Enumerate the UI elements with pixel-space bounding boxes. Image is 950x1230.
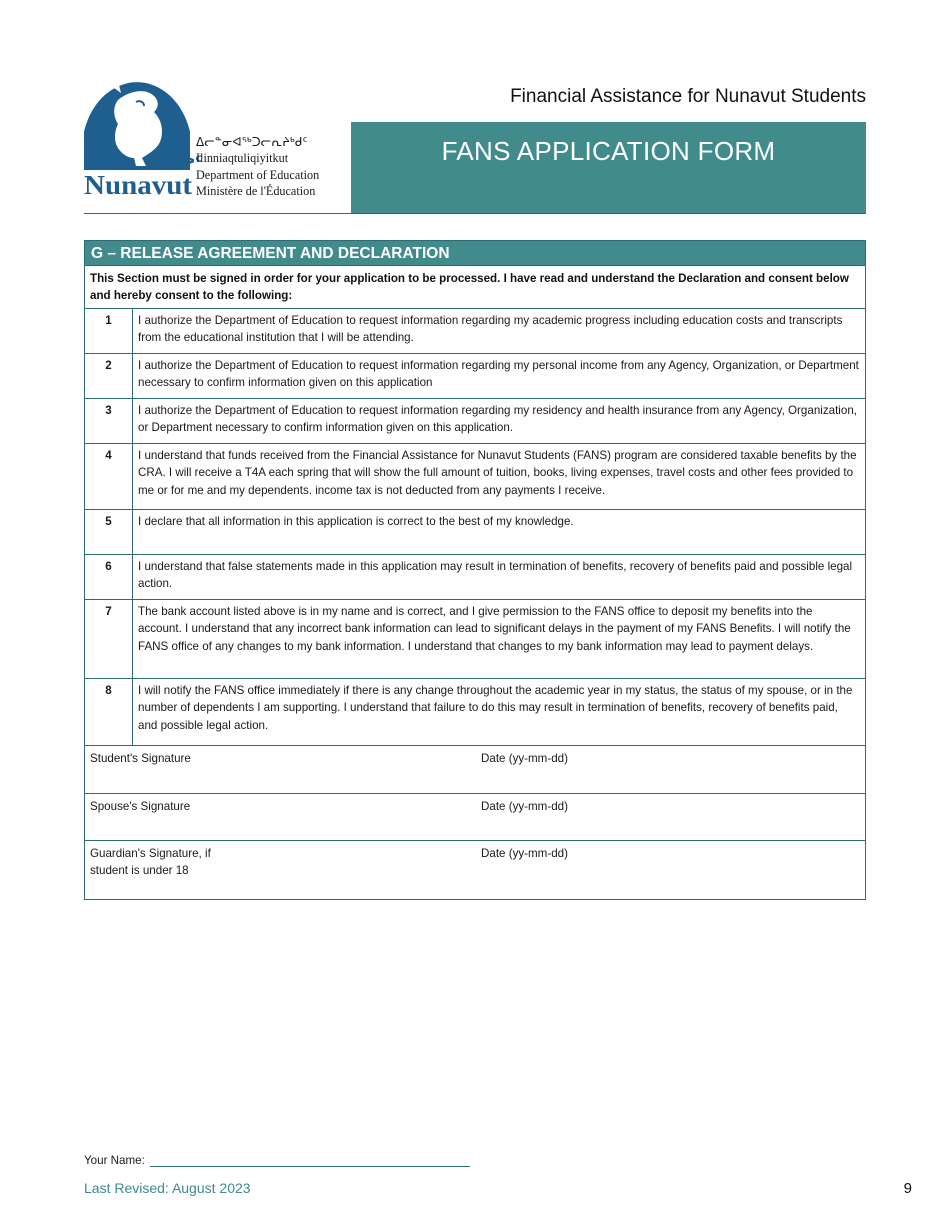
declaration-row — [85, 554, 865, 599]
guardian-signature-field[interactable] — [85, 840, 865, 899]
dept-inuinnaqtun: Ilinniaqtuliqiyitkut — [196, 151, 289, 166]
logo-wordmark: Nunavut — [84, 170, 192, 200]
row-number: 5 — [85, 510, 133, 554]
header-divider — [84, 213, 866, 214]
row-text: I understand that funds received from the Financial Assistance for Nunavut Students (FANS) program are considered taxable benefits by the CRA. I will receive a T4A each spring that will show the full amount of tuition, books, living expenses, travel costs and other fees provided to me or for me and my dependents. income tax is not deducted from any payments I receive. — [138, 449, 857, 497]
section-intro: This Section must be signed in order for your application to be processed. I have read and understand the Declaration and consent below and hereby consent to the following: — [85, 265, 865, 308]
declaration-row — [85, 509, 865, 554]
dept-french: Ministère de l'Éducation — [196, 184, 316, 199]
row-number: 3 — [85, 399, 133, 443]
row-text: I authorize the Department of Education to request information regarding my personal income from any Agency, Organization, or Department necessary to confirm information given on this application — [138, 359, 859, 390]
signature-label: Student's Signature — [90, 752, 191, 765]
form-title: FANS APPLICATION FORM — [441, 136, 776, 166]
row-text: I authorize the Department of Education to request information regarding my academic progress including education costs and transcripts from the educational institution that I will be attending. — [138, 314, 843, 345]
row-number: 2 — [85, 354, 133, 398]
row-text: The bank account listed above is in my name and is correct, and I give permission to the FANS office to deposit my benefits into the account. I understand that any incorrect bank information can lead to significant delays in the payment of my FANS Benefits. I will notify the FANS office of any changes to my bank information. I understand that changes to my bank information may lead to payment delays. — [138, 605, 851, 653]
section-title: G – RELEASE AGREEMENT AND DECLARATION — [85, 241, 865, 265]
row-number: 4 — [85, 444, 133, 509]
declaration-row — [85, 353, 865, 398]
signature-label: Spouse's Signature — [90, 800, 191, 813]
page-number: 9 — [903, 1180, 912, 1197]
student-signature-field[interactable] — [85, 745, 865, 793]
logo-syllabics: ᓄᓇᕗᑦ — [156, 154, 202, 170]
your-name-line[interactable] — [150, 1166, 470, 1167]
declaration-row — [85, 308, 865, 353]
dept-english: Department of Education — [196, 167, 320, 182]
declaration-row — [85, 599, 865, 678]
nunavut-logo — [84, 62, 202, 200]
row-text: I understand that false statements made in this application may result in termination of benefits, recovery of benefits paid and possible legal action. — [138, 560, 853, 591]
release-agreement-section — [84, 240, 866, 900]
date-label: Date (yy-mm-dd) — [481, 847, 568, 860]
declaration-row — [85, 678, 865, 745]
row-text: I declare that all information in this application is correct to the best of my knowledge. — [138, 515, 574, 528]
signature-label: Guardian's Signature, if student is under 18 — [90, 847, 211, 878]
row-number: 6 — [85, 555, 133, 599]
row-number: 7 — [85, 600, 133, 678]
department-name-block — [196, 134, 346, 200]
date-label: Date (yy-mm-dd) — [481, 752, 568, 765]
program-subtitle: Financial Assistance for Nunavut Students — [510, 86, 866, 107]
title-banner — [351, 122, 866, 213]
row-text: I will notify the FANS office immediately if there is any change throughout the academic year in my status, the status of my spouse, or in the number of dependents I am supporting. I understand that failure to do this may result in termination of benefits, recovery of benefits paid, and possible legal action. — [138, 684, 853, 732]
row-text: I authorize the Department of Education to request information regarding my residency and health insurance from any Agency, Organization, or Department necessary to confirm information given on this application. — [138, 404, 857, 435]
last-revised: Last Revised: August 2023 — [84, 1180, 251, 1196]
row-number: 8 — [85, 679, 133, 745]
spouse-signature-field[interactable] — [85, 793, 865, 840]
date-label: Date (yy-mm-dd) — [481, 800, 568, 813]
dept-syllabics: ᐃᓕᓐᓂᐊᖅᑐᓕᕆᔨᒃᑯᑦ — [196, 135, 308, 149]
declaration-row — [85, 443, 865, 509]
row-number: 1 — [85, 309, 133, 353]
declaration-row — [85, 398, 865, 443]
your-name-label: Your Name: — [84, 1154, 145, 1167]
